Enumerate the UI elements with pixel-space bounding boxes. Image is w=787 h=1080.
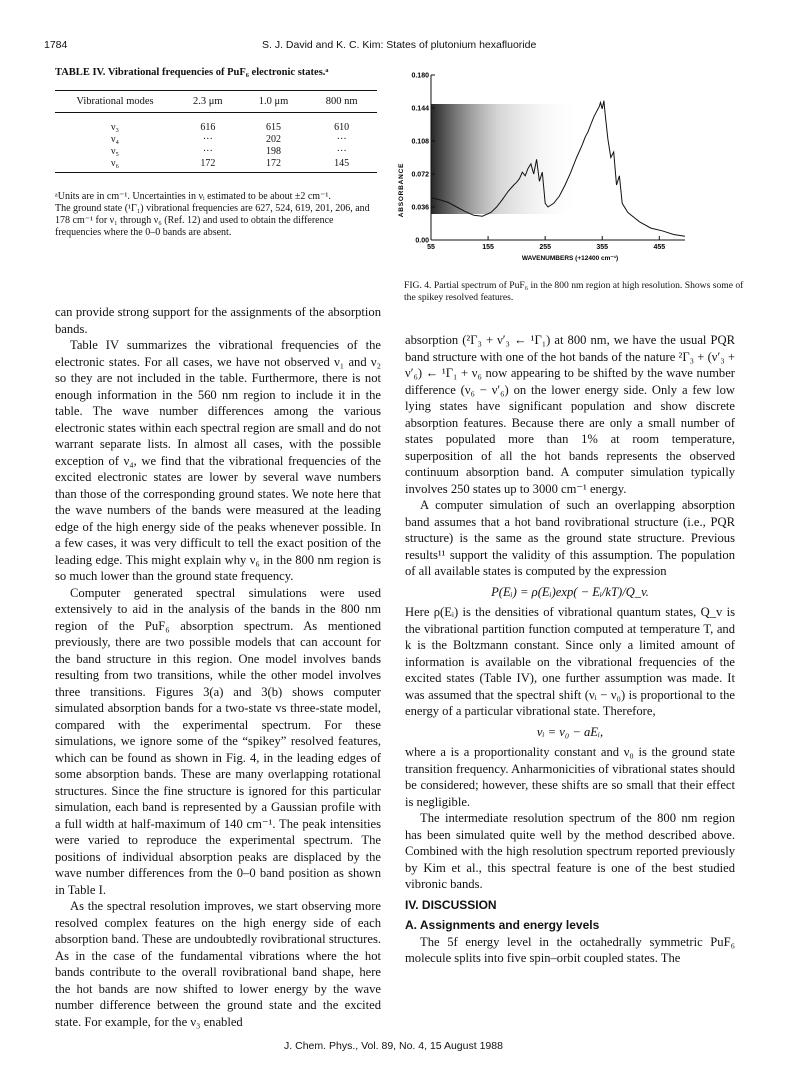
paragraph: As the spectral resolution improves, we start observing more resolved complex features on the high energy side of each absorption band. These are undoubtedly rovibrational structures. As in the case of the fundamental vibrations where the hot bands contribute to the overall rovibrational band shape, here the hot bands are now shifted to lower energy by the wave number difference between the ground state and the excited state. For example, for the ν₃ enabled bbox=[55, 899, 381, 1029]
table-cell: ν₄ bbox=[110, 133, 119, 145]
table-cell: 615 bbox=[265, 121, 281, 133]
y-tick-label: 0.180 bbox=[411, 72, 429, 80]
table-cell: ν₃ bbox=[110, 121, 119, 133]
table-cell: 172 bbox=[241, 157, 307, 173]
y-axis-label: ABSORBANCE bbox=[398, 162, 405, 218]
table-row bbox=[55, 133, 377, 145]
equation: P(Eᵢ) = ρ(Eᵢ)exp( − Eᵢ/kT)/Q_v. bbox=[491, 584, 649, 599]
equation: νᵢ = ν₀ − aEᵢ, bbox=[536, 724, 604, 739]
table-row bbox=[55, 121, 377, 133]
paragraph: where a is a proportionality constant and ν₀ is the ground state transition frequency. Anharmonicities of vibrational states should be considered; however, these shifts are so small that their effect is negligible. bbox=[405, 745, 735, 809]
paragraph: Here ρ(Eᵢ) is the densities of vibrational quantum states, Q_v is the vibrational partition function computed at temperature T, and k is the Boltzmann constant. Since only a limited amount of information is available on the vibrational frequencies of the excited states (Table IV), one further assumption was made. It was assumed that the spectral shift (νᵢ − ν₀) is proportional to the energy of a particular vibrational state. Therefore, bbox=[405, 605, 735, 718]
right-column bbox=[405, 332, 735, 967]
spectrum-chart bbox=[395, 70, 695, 280]
column-header: Vibrational modes bbox=[76, 96, 154, 107]
table-cell: ··· bbox=[336, 133, 347, 145]
paragraph: absorption (²Γ₃ + ν′₃ ← ¹Γ₁) at 800 nm, we have the usual PQR band structure with one of the hot bands of the nature ²Γ₃ + (ν′₃ + ν′₆) ← ¹Γ₁ + ν₆ now appearing to be shifted by the wave number difference (ν₆ − ν′₆) on the lower energy side. Only a few low lying states have significant population and show discrete absorption features. Because there are only a small number of states populated more than 1% at room temperature, superposition of all the hot bands represents the observed continuum absorption band. A computer simulation typically involves 250 states up to 3000 cm⁻¹ energy. bbox=[405, 333, 735, 496]
table-cell: 172 bbox=[175, 157, 241, 173]
paragraph: A computer simulation of such an overlapping absorption band assumes that a hot band rovibrational structure (i.e., PQR structure) is the same as the ground state structure. Previous results¹¹ support the validity of this assumption. The population of all available states is computed by the expression bbox=[405, 498, 735, 578]
y-tick-label: 0.036 bbox=[411, 204, 429, 212]
table-cell: ··· bbox=[202, 133, 213, 145]
paragraph: Table IV summarizes the vibrational frequencies of the electronic states. For all cases, we have not observed ν₁ and ν₂ so they are not included in the table. Furthermore, there is not enough information in the 560 nm region to include it in the table. The wave number differences among the various electronic states within each spectral region are small and do not warrant separate lists. In almost all cases, with the possible exception of ν₄, we find that the vibrational frequencies of the excited electronic states are lower by several wave numbers than those of the corresponding ground states. We note here that the wave numbers of the bands were measured at the leading edge of the high energy side of the peaks whenever possible. In a few cases, it was very difficult to tell the exact position of the leading edge. This might explain why ν₆ in the 800 nm region is so much lower than the ground state frequency. bbox=[55, 338, 381, 583]
table-cell: 145 bbox=[306, 157, 377, 173]
y-tick-label: 0.108 bbox=[411, 138, 429, 146]
table-cell: ··· bbox=[202, 145, 213, 157]
y-tick-label: 0.00 bbox=[415, 237, 429, 245]
column-header: 1.0 μm bbox=[258, 96, 289, 107]
table-row bbox=[55, 157, 377, 173]
x-tick-label: 355 bbox=[596, 244, 609, 251]
table-footnote: The ground state (¹Γ₁) vibrational frequencies are 627, 524, 619, 201, 206, and 178 cm⁻¹ for ν₁ through ν₆ (Ref. 12) and used to obtain the difference frequencies where the 0–0 bands are absent. bbox=[55, 203, 370, 238]
x-tick-label: 155 bbox=[482, 244, 494, 251]
x-tick-label: 455 bbox=[653, 244, 666, 251]
page-number: 1784 bbox=[44, 39, 68, 51]
paragraph: Computer generated spectral simulations were used extensively to aid in the analysis of the bands in the 800 nm region of the PuF₆ absorption spectrum. As mentioned previously, there are two possible models that can account for the band structure in this region. One model involves bands resulting from two transitions, while the other model involves three transitions. Figures 3(a) and 3(b) shows computer simulated absorption bands for a two-state vs three-state model, compared with the experimental spectrum. For these simulations, we ignore some of the “spikey” resolved features, which can be found as shown in Fig. 4, in the leading edges of some absorption bands. These are many overlapping rotational structures. Since the fine structure is ignored for this particular simulation, each band is represented by a Gaussian profile with a full width at half-maximum of 140 cm⁻¹. The peak intensities were varied to reproduce the experimental spectrum. The positions of individual absorption peaks are displaced by the wave number differences from the 0–0 band position as shown in Table I. bbox=[55, 585, 381, 897]
column-header: 800 nm bbox=[325, 96, 358, 107]
section-heading: IV. DISCUSSION bbox=[405, 897, 497, 912]
column-header: 2.3 μm bbox=[193, 96, 223, 107]
x-tick-label: 55 bbox=[427, 244, 435, 251]
left-column bbox=[55, 304, 381, 1030]
table-footnote: ᵃUnits are in cm⁻¹. Uncertainties in νᵢ estimated to be about ±2 cm⁻¹. bbox=[55, 191, 331, 202]
paragraph: The 5f energy level in the octahedrally symmetric PuF₆ molecule splits into five spin–orbit coupled states. The bbox=[405, 934, 735, 965]
table-cell: 616 bbox=[200, 121, 216, 133]
subsection-heading: A. Assignments and energy levels bbox=[405, 918, 600, 932]
table-cell: ··· bbox=[336, 145, 347, 157]
table-row bbox=[55, 145, 377, 157]
spectrum-figure bbox=[395, 70, 695, 280]
paragraph: The intermediate resolution spectrum of the 800 nm region has been simulated quite well by the method described above. Combined with the high resolution spectrum reported previously by Kim et al., this spectral feature is one of the best studied vibronic bands. bbox=[405, 811, 735, 891]
figure-caption: FIG. 4. Partial spectrum of PuF₆ in the 800 nm region at high resolution. Shows some of the spikey resolved features. bbox=[404, 280, 744, 303]
y-tick-label: 0.144 bbox=[411, 105, 429, 113]
table-cell: 610 bbox=[334, 121, 350, 133]
table-caption: TABLE IV. Vibrational frequencies of PuF₆ electronic states.ᵃ bbox=[55, 67, 329, 78]
table-cell: ν₆ bbox=[55, 157, 175, 173]
x-axis-label: WAVENUMBERS (+12400 cm⁻¹) bbox=[521, 255, 619, 262]
vibrational-table bbox=[55, 90, 377, 173]
table-cell: 198 bbox=[265, 145, 281, 157]
table-footnotes bbox=[55, 191, 380, 239]
y-tick-label: 0.072 bbox=[411, 171, 429, 179]
paragraph: can provide strong support for the assignments of the absorption bands. bbox=[55, 305, 381, 336]
journal-footer: J. Chem. Phys., Vol. 89, No. 4, 15 August 1988 bbox=[284, 1040, 503, 1052]
running-title: S. J. David and K. C. Kim: States of plutonium hexafluoride bbox=[262, 39, 537, 51]
table-cell: ν₅ bbox=[110, 145, 119, 157]
x-tick-label: 255 bbox=[539, 244, 552, 251]
table-cell: 202 bbox=[265, 133, 281, 145]
